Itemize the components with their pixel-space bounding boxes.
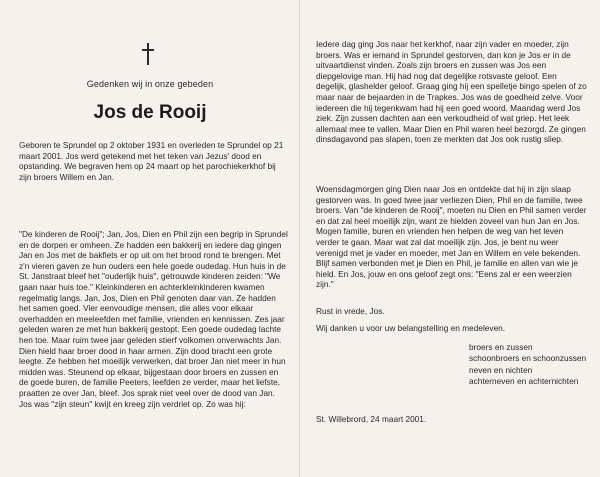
deceased-name: Jos de Rooij (93, 102, 207, 123)
cross-icon (141, 43, 155, 65)
signatory: neven en nichten (469, 364, 533, 375)
birth-death-paragraph: Geboren te Sprundel op 2 oktober 1931 en overleden te Sprundel op 21 maart 2001. Jos werd getekend met het teken van Jezus' dood en opstanding. We begraven hem op 24 maart op het parochiekerkhof bij zijn broers Willem en Jan. (19, 140, 284, 182)
thanks-line: Wij danken u voor uw belangstelling en medeleven. (316, 323, 506, 333)
fold-line (299, 0, 300, 477)
signatory: schoonbroers en schoonzussen (469, 353, 587, 364)
place-date: St. Willebrord, 24 maart 2001. (316, 414, 427, 424)
faith-paragraph: Iedere dag ging Jos naar het kerkhof, naar zijn vader en moeder, zijn broers. Was er iemand in Sprundel gestorven, dan kon je Jos er in de uitvaartdienst vinden. Zoals zijn broers en zussen was Jos een diepgelovige man. Hij had nog dat degelijke rotsvaste geloof. Een degelijk, glashelder geloof. Graag ging hij een spelletje bingo spelen of zo maar naar de bejaarden in de Trapkes. Jos was de goedheid zelve. Voor iedereen die hij tegenkwam had hij een goed woord. Maandag werd Jos ziek. Zijn zussen dachten aan een verkoudheid of wat griep. Het leek allemaal mee te vallen. Maar Dien en Phil waren heel bezorgd. Ze gingen dinsdagavond pas slapen, toen ze merkten dat Jos ook rustig sliep. (316, 39, 587, 145)
family-paragraph: "De kinderen de Rooij"; Jan, Jos, Dien en Phil zijn een begrip in Sprundel en de dorpen er omheen. Ze hadden een bakkerij en iedere dag gingen Jan en Jos met de bakfiets er op uit om het brood rond te brengen. Met z'n vieren gaven ze hun ouders een hele goede oudedag. Hun huis in de St. Janstraat bleef het "ouderlijk huis", getrouwde kinderen zeiden: "We gaan naar huis toe." Kleinkinderen en achterkleinkinderen kwamen regelmatig langs. Jan, Jos, Dien en Phil genoten daar van. Ze hadden het samen goed. Vier eenvoudige mensen, die alles voor elkaar overhadden en meeleefden met familie, vrienden en kennissen. Zes jaar geleden waren ze met hun bakkerij gestopt. Een goede oudedag lachte hen toe. Maar ruim twee jaar geleden stierf volkomen onverwachts Jan. Dien hield haar broer dood in haar armen. Zijn dood bracht een grote leegte. Ze hebben het moeilijk verwerken, dat broer Jan niet meer in hun midden was. Steunend op elkaar, bijgestaan door broers en zussen en de goede buren, de familie Peeters, leefden ze verder, maar het liefste, praatten ze over Jan, bleef. Jos sprak niet veel over de dood van Jan. Jos was "zijn steun" kwijt en kreeg zijn verdriet op. Zo was hij: (19, 229, 288, 409)
signatories (469, 342, 599, 387)
intro-line: Gedenken wij in onze gebeden (86, 79, 214, 89)
passing-paragraph: Woensdagmorgen ging Dien naar Jos en ontdekte dat hij in zijn slaap gestorven was. In goed twee jaar verliezen Dien, Phil en de familie, twee broers. Van "de kinderen de Rooij", moeten nu Dien en Phil samen verder en dat zal heel moeilijk zijn, want ze hielden zoveel van hun Jan en Jos. Mogen familie, buren en vrienden hen helpen de weg van het leven verder te gaan. Maar wat zal dat moeilijk zijn. Jos, je bent nu weer verenigd met je vader en moeder, met Jan en Willem en vele bekenden. Blijf samen verbonden met je Dien en Phil, je familie en allen van wie je hield. En Jos, jouw en ons geloof zegt ons: "Eens zal er een weerzien zijn." (316, 184, 587, 290)
signatory: broers en zussen (469, 342, 533, 352)
signatory: achterneven en achternichten (469, 375, 579, 386)
rest-in-peace: Rust in vrede, Jos. (316, 306, 385, 316)
